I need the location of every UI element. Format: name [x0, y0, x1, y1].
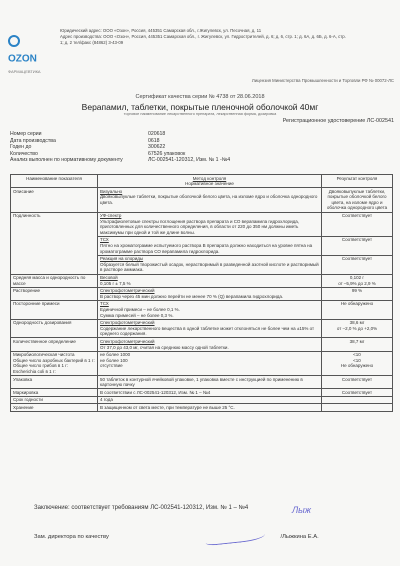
method-norm-cell	[98, 319, 322, 338]
signature: Лыж	[292, 505, 311, 515]
info-key: Анализ выполнен по нормативному документу	[10, 157, 123, 164]
info-value: 020618	[148, 131, 166, 137]
method-norm-cell	[98, 188, 322, 212]
table-row	[11, 319, 393, 338]
batch-info-row	[10, 144, 330, 151]
indicator-cell: Срок годности	[11, 396, 98, 404]
indicator-cell: Посторонние примеси	[11, 300, 98, 319]
result-cell: <10 <10 Не обнаружено	[322, 351, 393, 375]
method-name: ТСХ	[100, 237, 109, 243]
table-row	[11, 376, 393, 389]
method-norm-cell	[98, 389, 322, 397]
method-name: Реакция на хлориды	[100, 256, 144, 262]
norm-value: Содержание лекарственного вещества в одной таблетке может отклоняться не более чем на ±15% от среднего содержания.	[100, 325, 315, 337]
header-indicator: Наименование показателя	[11, 175, 98, 188]
norm-value: В раствор через 45 мин должно перейти не менее 70 % (Q) верапамила гидрохлорида.	[100, 293, 284, 299]
production-address: Адрес производства: ООО «Озон», Россия, 445351 Самарская обл., г. Жигулевск, ул. Гидрострителей, д. 6; д. 6, стр. 1; д. 6А, д. 6Б, д. 6-А, стр.	[60, 34, 346, 39]
info-value: 300622	[148, 144, 166, 151]
conclusion: Заключение: соответствует требованиям ЛС-002541-120312, Изм. № 1 – №4	[34, 505, 249, 511]
norm-value: Образуется белый творожистый осадок, нерастворимый в разведенной азотной кислоте и растворимый в растворе аммиака.	[100, 261, 319, 273]
norm-value: 4 года	[100, 397, 113, 403]
logo-name: OZON	[8, 53, 37, 65]
quality-table	[10, 174, 393, 412]
ozon-logo-icon	[8, 35, 20, 47]
method-name: Весовой	[100, 275, 118, 280]
result-cell: 38,7 мг	[322, 338, 393, 351]
table-row	[11, 389, 393, 397]
info-value: 67526 упаковок	[148, 150, 186, 157]
header-method	[98, 175, 322, 188]
method-norm-cell	[98, 236, 322, 255]
table-row	[11, 212, 393, 236]
method-norm-cell	[98, 351, 322, 375]
result-cell: 38,6 мг от –2,0 % до +2,0%	[322, 319, 393, 338]
indicator-cell: Упаковка	[11, 376, 98, 389]
company-header	[60, 28, 392, 46]
result-cell: Соответствует	[322, 389, 393, 397]
table-header-row	[11, 175, 393, 188]
indicator-cell: Подлинность	[11, 212, 98, 274]
method-name: ТСХ	[100, 301, 109, 307]
product-title: Верапамил, таблетки, покрытые пленочной оболочкой 40мг	[81, 102, 319, 112]
norm-value: 0,105 г ± 7,5 %	[100, 280, 131, 286]
norm-value: Ультрафиолетовые спектры поглощения раствора препарата и СО верапамила гидрохлорида, приготовленных для количественного определения, в области от 220 до 350 нм должны иметь максимумы при одной и той же длине волны.	[100, 218, 299, 235]
indicator-cell: Описание	[11, 188, 98, 212]
norm-value: 50 таблеток в контурной ячейковой упаковке, 1 упаковка вместе с инструкцией по применению в картонную пачку	[100, 376, 303, 388]
result-cell: Двояковыпуклые таблетки, покрытые оболочкой белого цвета, на изломе ядро и оболочка однородного цвета	[322, 188, 393, 212]
method-norm-cell	[98, 396, 322, 404]
norm-value: В соответствии с ЛС-002541-120312, Изм. № 1 – №4	[100, 389, 211, 395]
result-cell: Соответствует	[322, 236, 393, 255]
table-row	[11, 188, 393, 212]
norm-value: Двояковыпуклые таблетки, покрытые оболочкой белого цвета, на изломе ядро и оболочка однородного цвета.	[100, 194, 318, 205]
indicator-cell: Растворение	[11, 287, 98, 300]
director-title: Зам. директора по качеству	[34, 534, 109, 540]
result-cell	[322, 396, 393, 404]
registration-number: Регистрационное удостоверение ЛС-002541	[282, 118, 394, 124]
table-row	[11, 338, 393, 351]
method-name: УФ-спектр	[100, 213, 122, 219]
header-method-top: Метод контроля	[192, 175, 227, 181]
logo-subtitle: ФАРМАЦЕВТИКА	[8, 69, 41, 74]
batch-info	[10, 131, 330, 164]
batch-info-row	[10, 157, 330, 164]
method-norm-cell	[98, 287, 322, 300]
method-norm-cell	[98, 300, 322, 319]
director-name: /Лыжкина Е.А.	[280, 534, 319, 540]
result-cell: 0,102 г от –5,9% до 2,9 %	[322, 274, 393, 287]
info-key: Номер серии	[10, 131, 42, 137]
table-row	[11, 300, 393, 319]
norm-value: В защищенном от света месте, при температуре не выше 25 °С.	[100, 404, 235, 410]
result-cell: Соответствует	[322, 255, 393, 274]
batch-info-row	[10, 131, 330, 138]
table-row	[11, 404, 393, 412]
table-row	[11, 351, 393, 375]
info-value: 0618	[148, 137, 160, 144]
header-result: Результат контроля	[322, 175, 393, 188]
table-row	[11, 396, 393, 404]
method-norm-cell	[98, 212, 322, 236]
batch-info-row	[10, 138, 330, 145]
header-method-bottom: Нормативное значение	[185, 181, 234, 187]
legal-address: Юридический адрес: ООО «Озон», Россия, 445351 Самарская обл., г.Жигулевск, ул. Песочная, д. 11	[60, 28, 262, 33]
result-cell: Соответствует	[322, 376, 393, 389]
norm-value: От 37,0 до 43,0 мг, считая на среднюю массу одной таблетки.	[100, 344, 229, 350]
table-row	[11, 287, 393, 300]
table-row	[11, 274, 393, 287]
method-norm-cell	[98, 255, 322, 274]
license-line: Лицензия Министерства Промышленности и Торговли РФ № 00072-ЛС	[251, 78, 394, 83]
result-cell: Соответствует	[322, 212, 393, 236]
method-norm-cell	[98, 338, 322, 351]
phone-line: 1; д. 2 тел/факс (84862) 3-43-09	[60, 40, 124, 45]
method-name: Визуально	[100, 188, 123, 194]
director-line	[34, 534, 319, 540]
indicator-cell: Однородность дозирования	[11, 319, 98, 338]
info-value: ЛС-002541-120312, Изм. № 1 -№4	[148, 157, 231, 164]
norm-value: Пятно на хроматограмме испытуемого раствора В препарата должно находиться на уровне пятна на хроматограмме раствора СО верапамила гидрохлорида.	[100, 243, 313, 254]
indicator-cell: Средняя масса и однородность по массе	[11, 274, 98, 287]
method-norm-cell	[98, 404, 322, 412]
norm-value: не более 1000 не более 100 отсутствие	[100, 352, 131, 369]
certificate-number: Сертификат качества серии № 4738 от 28.06.2018	[135, 94, 265, 100]
info-key: Дата производства	[10, 137, 56, 144]
method-name: Спектрофотометрический	[100, 320, 155, 326]
result-cell	[322, 404, 393, 412]
indicator-cell: Количественное определение	[11, 338, 98, 351]
info-key: Годен до	[10, 144, 32, 151]
info-key: Количество	[10, 150, 38, 157]
norm-value: Единичной примеси – не более 0,1 %. Сумма примесей – не более 0,3 %.	[100, 306, 180, 318]
result-cell: 99 %	[322, 287, 393, 300]
product-subtitle: торговое наименование лекарственного препарата, лекарственная форма, дозировка	[123, 112, 277, 116]
method-name: Спектрофотометрический	[100, 288, 155, 294]
method-norm-cell	[98, 274, 322, 287]
table-body	[11, 188, 393, 412]
indicator-cell: Маркировка	[11, 389, 98, 397]
batch-info-row	[10, 151, 330, 158]
result-cell: Не обнаружено	[322, 300, 393, 319]
method-name: Спектрофотометрический	[100, 338, 155, 344]
company-logo	[8, 32, 52, 74]
method-norm-cell	[98, 376, 322, 389]
indicator-cell: Микробиологическая чистота Общее число аэробных бактерий в 1 г: Общее число грибов в 1 г: Escherichia coli в 1 г:	[11, 351, 98, 375]
indicator-cell: Хранение	[11, 404, 98, 412]
